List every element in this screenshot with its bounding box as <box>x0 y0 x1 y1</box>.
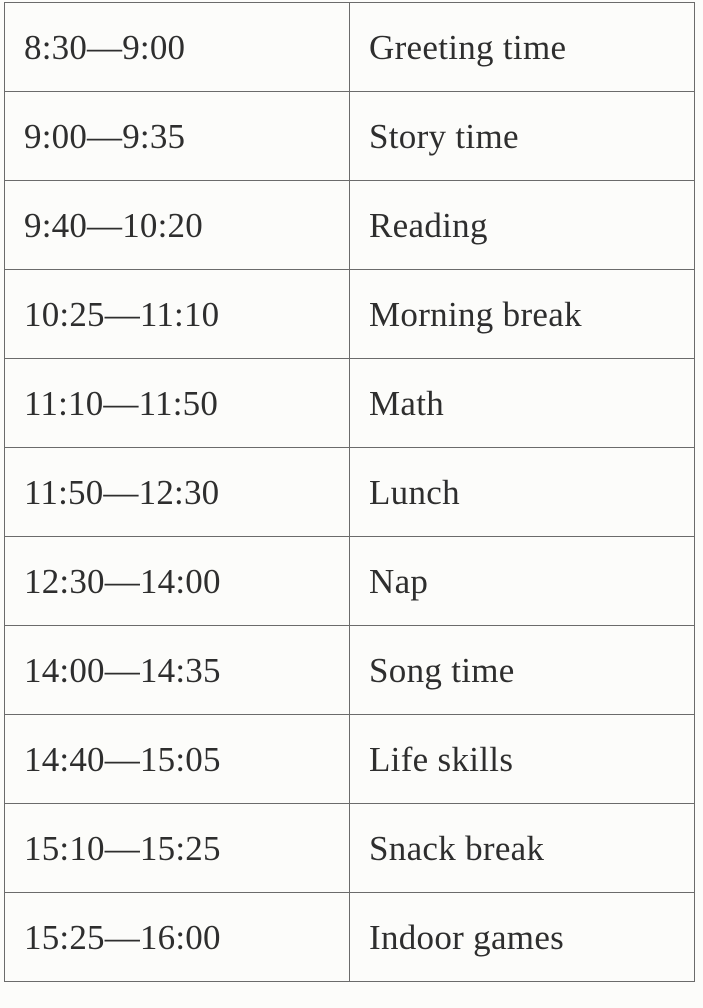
activity-cell: Math <box>350 359 695 448</box>
time-cell: 12:30—14:00 <box>5 537 350 626</box>
time-cell: 11:50—12:30 <box>5 448 350 537</box>
activity-cell: Life skills <box>350 715 695 804</box>
activity-cell: Morning break <box>350 270 695 359</box>
time-cell: 14:40—15:05 <box>5 715 350 804</box>
table-row <box>5 893 695 982</box>
table-row <box>5 448 695 537</box>
activity-cell: Indoor games <box>350 893 695 982</box>
table-row <box>5 3 695 92</box>
time-cell: 15:25—16:00 <box>5 893 350 982</box>
table-row <box>5 359 695 448</box>
time-cell: 9:00—9:35 <box>5 92 350 181</box>
time-cell: 10:25—11:10 <box>5 270 350 359</box>
time-cell: 8:30—9:00 <box>5 3 350 92</box>
activity-cell: Nap <box>350 537 695 626</box>
activity-cell: Song time <box>350 626 695 715</box>
time-cell: 9:40—10:20 <box>5 181 350 270</box>
activity-cell: Story time <box>350 92 695 181</box>
table-row <box>5 804 695 893</box>
time-cell: 14:00—14:35 <box>5 626 350 715</box>
schedule-table <box>4 2 695 982</box>
activity-cell: Lunch <box>350 448 695 537</box>
table-row <box>5 92 695 181</box>
time-cell: 11:10—11:50 <box>5 359 350 448</box>
table-row <box>5 181 695 270</box>
activity-cell: Snack break <box>350 804 695 893</box>
activity-cell: Reading <box>350 181 695 270</box>
time-cell: 15:10—15:25 <box>5 804 350 893</box>
table-row <box>5 715 695 804</box>
activity-cell: Greeting time <box>350 3 695 92</box>
table-row <box>5 270 695 359</box>
table-row <box>5 537 695 626</box>
table-row <box>5 626 695 715</box>
